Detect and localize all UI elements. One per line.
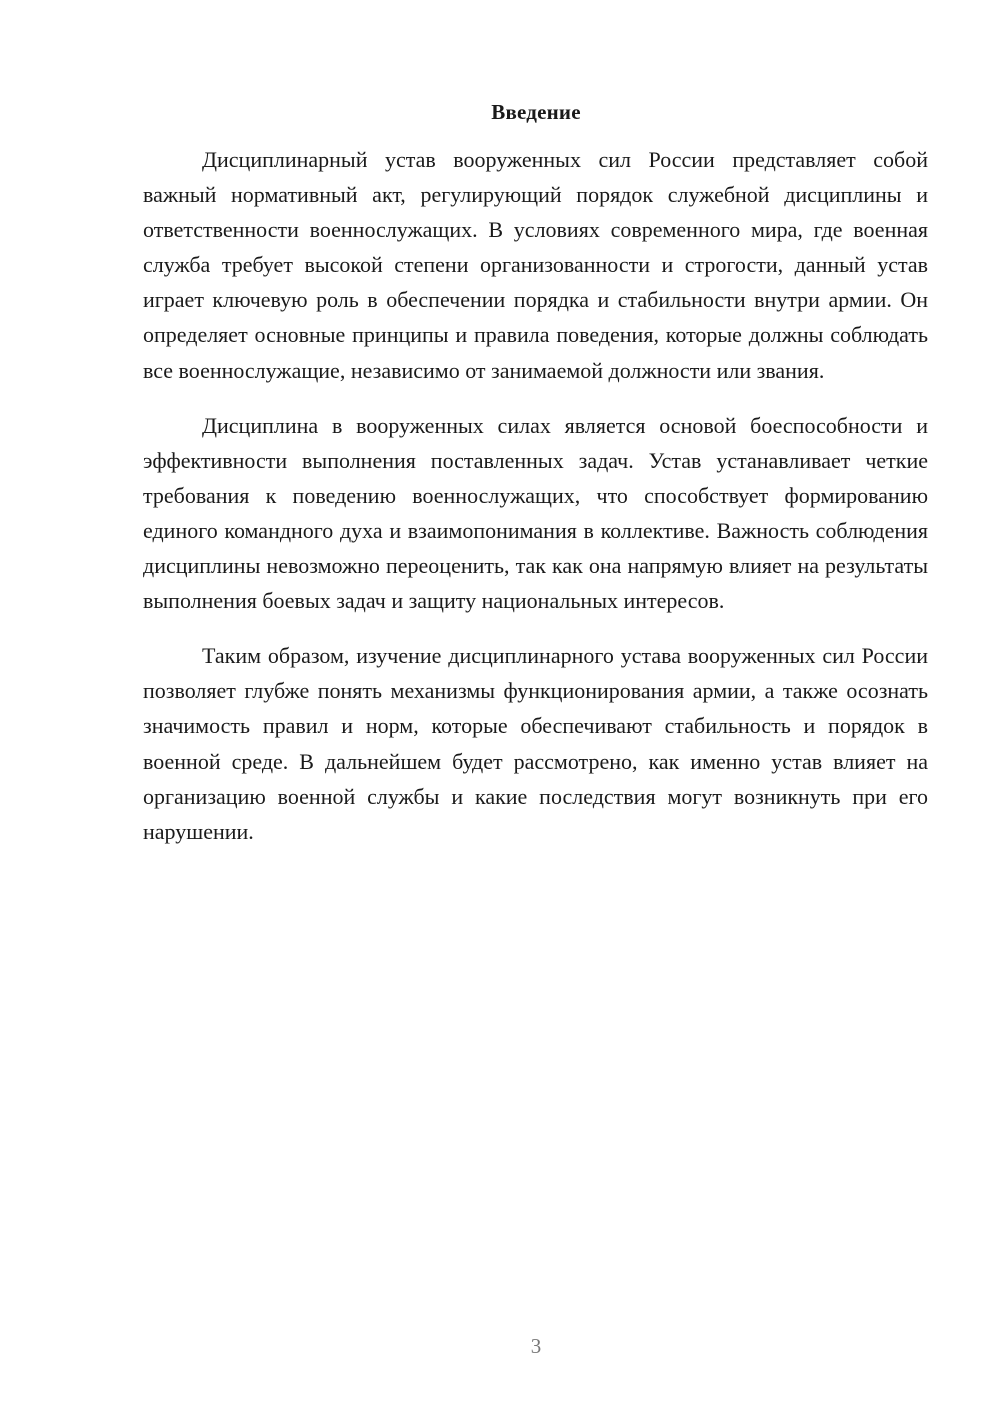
body-text (143, 142, 928, 849)
paragraph-2: Дисциплина в вооруженных силах является основой боеспособности и эффективности выполнения поставленных задач. Устав устанавливает четкие требования к поведению военнослужащих, что способствует формированию единого командного духа и взаимопонимания в коллективе. Важность соблюдения дисциплины невозможно переоценить, так как она напрямую влияет на результаты выполнения боевых задач и защиту национальных интересов. (143, 412, 928, 614)
paragraph-1: Дисциплинарный устав вооруженных сил России представляет собой важный нормативный акт, регулирующий порядок служебной дисциплины и ответственности военнослужащих. В условиях современного мира, где военная служба требует высокой степени организованности и строгости, данный устав играет ключевую роль в обеспечении порядка и стабильности внутри армии. Он определяет основные принципы и правила поведения, которые должны соблюдать все военнослужащие, независимо от занимаемой должности или звания. (143, 147, 928, 383)
paragraph-3: Таким образом, изучение дисциплинарного устава вооруженных сил России позволяет глубже понять механизмы функционирования армии, а также осознать значимость правил и норм, которые обеспечивают стабильность и порядок в военной среде. В дальнейшем будет рассмотрено, как именно устав влияет на организацию военной службы и какие последствия могут возникнуть при его нарушении. (143, 643, 928, 844)
page-number: 3 (530, 1334, 542, 1358)
section-heading: Введение (491, 100, 581, 124)
